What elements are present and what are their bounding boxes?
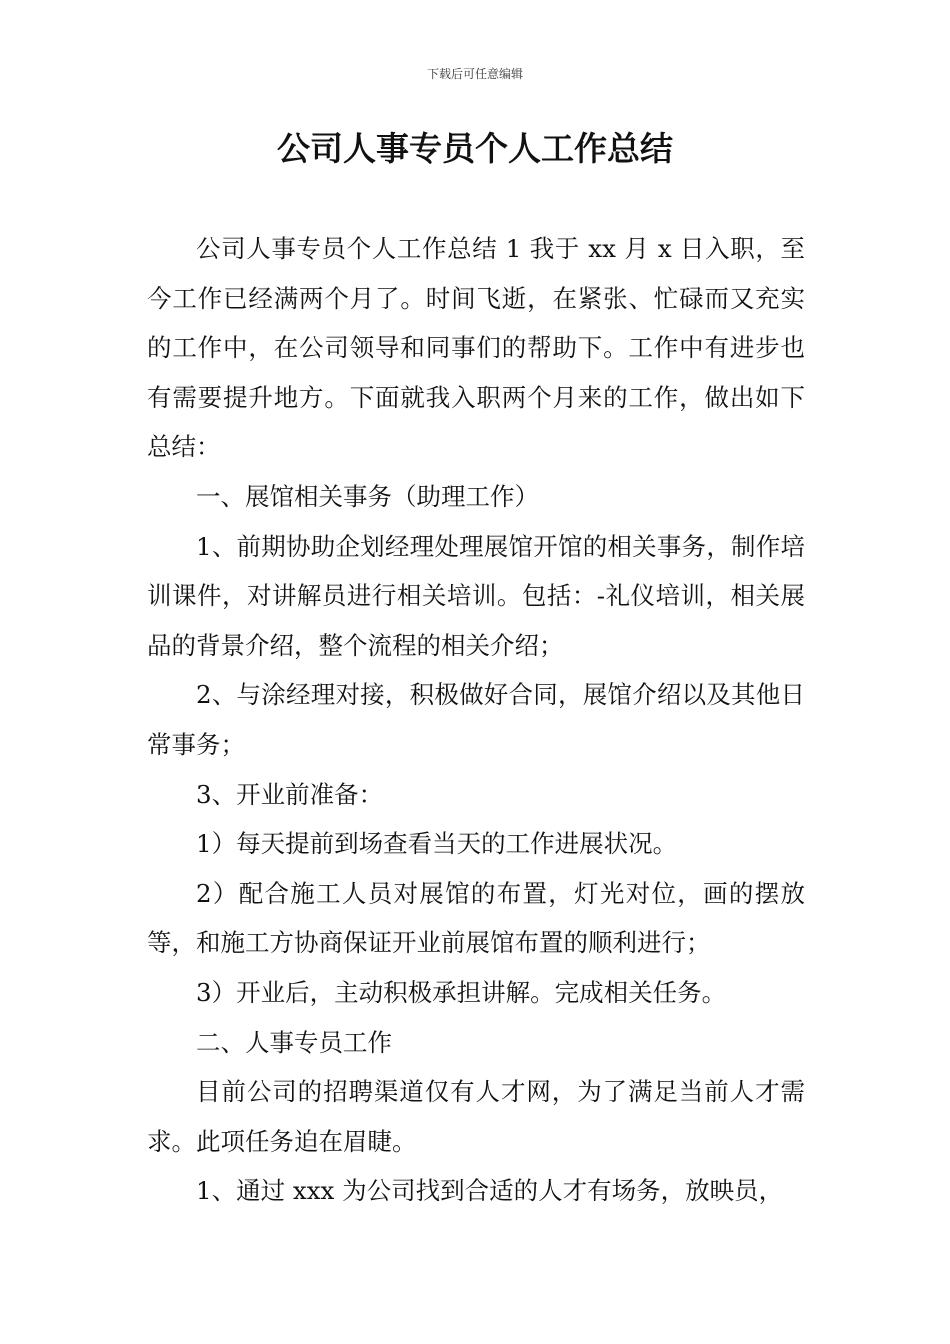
paragraph-subitem-1: 1）每天提前到场查看当天的工作进展状况。 [196, 829, 678, 859]
header-note: 下载后可任意编辑 [426, 67, 523, 81]
paragraph-hr-item-1: 1、通过 xxx 为公司找到合适的人才有场务，放映员， [196, 1176, 784, 1206]
document-title: 公司人事专员个人工作总结 [277, 129, 673, 168]
section-heading-hr: 二、人事专员工作 [196, 1027, 392, 1057]
paragraph-recruitment: 目前公司的招聘渠道仅有人才网，为了满足当前人才需求。此项任务迫在眉睫。 [147, 1077, 805, 1156]
document-body [147, 224, 805, 1216]
paragraph-intro: 公司人事专员个人工作总结 1 我于 xx 月 x 日入职，至今工作已经满两个月了。时间飞逝，在紧张、忙碌而又充实的工作中，在公司领导和同事们的帮助下。工作中有进步也有需要提升地方。下面就我入职两个月来的工作，做出如下总结： [147, 234, 805, 462]
paragraph-item-1: 1、前期协助企划经理处理展馆开馆的相关事务，制作培训课件，对讲解员进行相关培训。包括：-礼仪培训，相关展品的背景介绍，整个流程的相关介绍； [147, 531, 805, 660]
section-heading-exhibition: 一、展馆相关事务（助理工作） [196, 481, 539, 511]
paragraph-subitem-2: 2）配合施工人员对展馆的布置，灯光对位，画的摆放等，和施工方协商保证开业前展馆布置的顺利进行； [147, 878, 805, 958]
paragraph-item-2: 2、与涂经理对接，积极做好合同，展馆介绍以及其他日常事务； [147, 680, 805, 759]
paragraph-item-3: 3、开业前准备： [196, 779, 384, 809]
paragraph-subitem-3: 3）开业后，主动积极承担讲解。完成相关任务。 [196, 977, 727, 1007]
